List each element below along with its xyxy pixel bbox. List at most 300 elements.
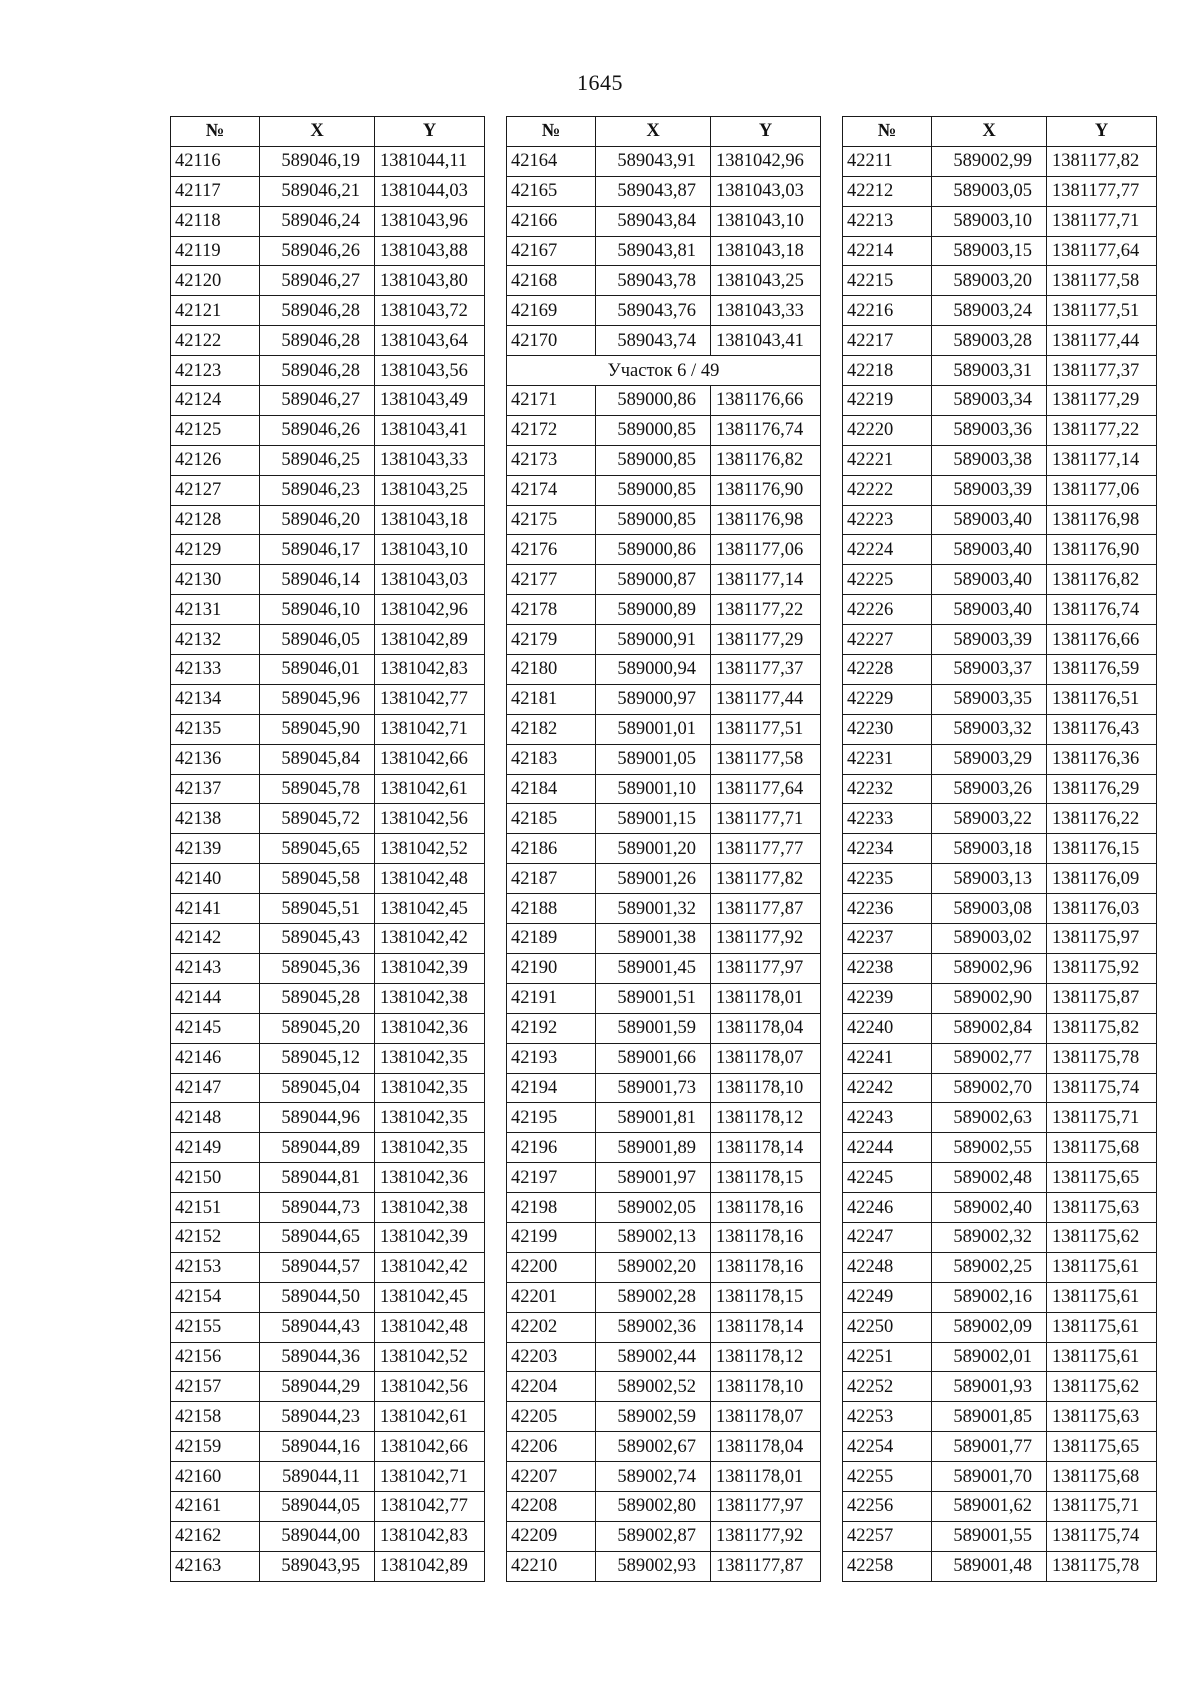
point-number-cell: 42218	[843, 356, 932, 386]
point-number-cell: 42166	[507, 206, 596, 236]
x-coordinate-cell: 589003,39	[932, 625, 1047, 655]
point-number-cell: 42168	[507, 266, 596, 296]
x-coordinate-cell: 589003,40	[932, 565, 1047, 595]
x-coordinate-cell: 589046,10	[260, 595, 375, 625]
point-number-cell: 42250	[843, 1312, 932, 1342]
point-number-cell: 42255	[843, 1462, 932, 1492]
x-coordinate-cell: 589043,76	[596, 296, 711, 326]
point-number-cell: 42172	[507, 415, 596, 445]
x-coordinate-cell: 589001,10	[596, 774, 711, 804]
table-row	[507, 744, 821, 774]
y-coordinate-cell: 1381042,48	[375, 1312, 485, 1342]
x-coordinate-cell: 589046,26	[260, 236, 375, 266]
x-coordinate-cell: 589001,97	[596, 1163, 711, 1193]
x-coordinate-cell: 589002,28	[596, 1282, 711, 1312]
y-coordinate-cell: 1381175,61	[1047, 1312, 1157, 1342]
x-coordinate-cell: 589044,96	[260, 1103, 375, 1133]
x-coordinate-cell: 589046,17	[260, 535, 375, 565]
table-row	[843, 296, 1157, 326]
x-coordinate-cell: 589002,13	[596, 1222, 711, 1252]
point-number-cell: 42199	[507, 1222, 596, 1252]
x-coordinate-cell: 589002,99	[932, 146, 1047, 176]
x-coordinate-cell: 589002,77	[932, 1043, 1047, 1073]
x-coordinate-cell: 589002,05	[596, 1193, 711, 1223]
table-row	[507, 655, 821, 685]
point-number-cell: 42129	[171, 535, 260, 565]
y-coordinate-cell: 1381042,96	[711, 146, 821, 176]
table-row	[507, 146, 821, 176]
table-row	[171, 953, 485, 983]
y-coordinate-cell: 1381175,61	[1047, 1252, 1157, 1282]
point-number-cell: 42212	[843, 176, 932, 206]
point-number-cell: 42150	[171, 1163, 260, 1193]
table-row	[843, 146, 1157, 176]
point-number-cell: 42223	[843, 505, 932, 535]
table-row	[843, 1133, 1157, 1163]
point-number-cell: 42215	[843, 266, 932, 296]
point-number-cell: 42180	[507, 655, 596, 685]
table-row	[843, 535, 1157, 565]
table-row	[843, 924, 1157, 954]
y-coordinate-cell: 1381042,35	[375, 1133, 485, 1163]
table-row	[171, 535, 485, 565]
x-coordinate-cell: 589000,86	[596, 386, 711, 416]
point-number-cell: 42211	[843, 146, 932, 176]
y-coordinate-cell: 1381177,06	[1047, 475, 1157, 505]
x-coordinate-cell: 589001,59	[596, 1013, 711, 1043]
x-coordinate-cell: 589001,38	[596, 924, 711, 954]
y-coordinate-cell: 1381178,01	[711, 1462, 821, 1492]
point-number-cell: 42162	[171, 1521, 260, 1551]
y-coordinate-cell: 1381175,65	[1047, 1163, 1157, 1193]
y-coordinate-cell: 1381177,82	[1047, 146, 1157, 176]
x-coordinate-cell: 589045,96	[260, 684, 375, 714]
x-coordinate-cell: 589046,01	[260, 655, 375, 685]
point-number-cell: 42163	[171, 1551, 260, 1581]
point-number-cell: 42246	[843, 1193, 932, 1223]
point-number-cell: 42240	[843, 1013, 932, 1043]
point-number-cell: 42117	[171, 176, 260, 206]
x-coordinate-cell: 589002,52	[596, 1372, 711, 1402]
table-row	[843, 1402, 1157, 1432]
y-coordinate-cell: 1381176,66	[711, 386, 821, 416]
x-coordinate-cell: 589002,09	[932, 1312, 1047, 1342]
x-coordinate-cell: 589003,08	[932, 894, 1047, 924]
point-number-cell: 42154	[171, 1282, 260, 1312]
point-number-cell: 42188	[507, 894, 596, 924]
y-coordinate-cell: 1381175,74	[1047, 1521, 1157, 1551]
x-coordinate-cell: 589001,20	[596, 834, 711, 864]
x-coordinate-cell: 589001,32	[596, 894, 711, 924]
table-row	[171, 1551, 485, 1581]
table-row	[507, 296, 821, 326]
point-number-cell: 42200	[507, 1252, 596, 1282]
point-number-cell: 42195	[507, 1103, 596, 1133]
y-coordinate-cell: 1381175,78	[1047, 1043, 1157, 1073]
x-coordinate-cell: 589002,32	[932, 1222, 1047, 1252]
x-coordinate-cell: 589001,73	[596, 1073, 711, 1103]
x-coordinate-cell: 589000,89	[596, 595, 711, 625]
y-coordinate-cell: 1381175,68	[1047, 1133, 1157, 1163]
x-coordinate-cell: 589003,32	[932, 714, 1047, 744]
point-number-cell: 42123	[171, 356, 260, 386]
y-coordinate-cell: 1381043,96	[375, 206, 485, 236]
table-row	[507, 1043, 821, 1073]
table-row	[843, 1043, 1157, 1073]
point-number-cell: 42189	[507, 924, 596, 954]
x-coordinate-cell: 589001,26	[596, 864, 711, 894]
point-number-cell: 42118	[171, 206, 260, 236]
point-number-cell: 42176	[507, 535, 596, 565]
point-number-cell: 42128	[171, 505, 260, 535]
table-row	[171, 415, 485, 445]
x-coordinate-cell: 589045,51	[260, 894, 375, 924]
x-coordinate-cell: 589045,65	[260, 834, 375, 864]
y-coordinate-cell: 1381177,29	[1047, 386, 1157, 416]
x-coordinate-cell: 589001,55	[932, 1521, 1047, 1551]
point-number-cell: 42173	[507, 445, 596, 475]
y-coordinate-cell: 1381175,68	[1047, 1462, 1157, 1492]
y-coordinate-cell: 1381043,10	[375, 535, 485, 565]
table-row	[507, 176, 821, 206]
x-coordinate-cell: 589044,65	[260, 1222, 375, 1252]
table-row	[171, 1163, 485, 1193]
point-number-cell: 42140	[171, 864, 260, 894]
y-coordinate-cell: 1381042,35	[375, 1103, 485, 1133]
point-number-cell: 42202	[507, 1312, 596, 1342]
table-row	[507, 1133, 821, 1163]
x-coordinate-cell: 589000,85	[596, 445, 711, 475]
x-coordinate-cell: 589045,78	[260, 774, 375, 804]
y-coordinate-cell: 1381178,16	[711, 1252, 821, 1282]
y-coordinate-cell: 1381043,56	[375, 356, 485, 386]
table-row	[507, 206, 821, 236]
header-row	[171, 117, 485, 147]
point-number-cell: 42184	[507, 774, 596, 804]
table-row	[171, 176, 485, 206]
table-row	[843, 1312, 1157, 1342]
table-row	[843, 266, 1157, 296]
table-row	[507, 326, 821, 356]
x-coordinate-cell: 589046,28	[260, 326, 375, 356]
table-row	[843, 176, 1157, 206]
point-number-cell: 42201	[507, 1282, 596, 1312]
table-row	[507, 894, 821, 924]
y-coordinate-cell: 1381178,12	[711, 1342, 821, 1372]
y-coordinate-cell: 1381177,22	[711, 595, 821, 625]
table-row	[843, 625, 1157, 655]
point-number-cell: 42227	[843, 625, 932, 655]
y-coordinate-cell: 1381043,88	[375, 236, 485, 266]
table-row	[507, 535, 821, 565]
point-number-cell: 42192	[507, 1013, 596, 1043]
coordinate-tables	[170, 116, 1157, 1582]
y-coordinate-cell: 1381176,90	[711, 475, 821, 505]
x-coordinate-cell: 589003,18	[932, 834, 1047, 864]
table-row	[507, 445, 821, 475]
table-row	[171, 1073, 485, 1103]
table-row	[843, 1432, 1157, 1462]
y-coordinate-cell: 1381175,97	[1047, 924, 1157, 954]
x-coordinate-cell: 589003,28	[932, 326, 1047, 356]
x-coordinate-cell: 589044,73	[260, 1193, 375, 1223]
x-coordinate-cell: 589001,85	[932, 1402, 1047, 1432]
y-coordinate-cell: 1381043,03	[375, 565, 485, 595]
point-number-cell: 42241	[843, 1043, 932, 1073]
table-row	[843, 684, 1157, 714]
y-coordinate-cell: 1381042,96	[375, 595, 485, 625]
x-coordinate-cell: 589046,25	[260, 445, 375, 475]
table-row	[843, 864, 1157, 894]
x-coordinate-cell: 589002,67	[596, 1432, 711, 1462]
point-number-cell: 42186	[507, 834, 596, 864]
table-row	[171, 655, 485, 685]
header-number: №	[843, 117, 932, 147]
y-coordinate-cell: 1381177,92	[711, 1521, 821, 1551]
x-coordinate-cell: 589044,29	[260, 1372, 375, 1402]
y-coordinate-cell: 1381177,14	[1047, 445, 1157, 475]
point-number-cell: 42179	[507, 625, 596, 655]
y-coordinate-cell: 1381177,97	[711, 1491, 821, 1521]
table-row	[171, 1222, 485, 1252]
point-number-cell: 42182	[507, 714, 596, 744]
table-row	[171, 1282, 485, 1312]
point-number-cell: 42164	[507, 146, 596, 176]
point-number-cell: 42213	[843, 206, 932, 236]
x-coordinate-cell: 589045,28	[260, 983, 375, 1013]
point-number-cell: 42156	[171, 1342, 260, 1372]
point-number-cell: 42209	[507, 1521, 596, 1551]
header-x: X	[596, 117, 711, 147]
table-row	[507, 804, 821, 834]
table-row	[843, 595, 1157, 625]
point-number-cell: 42167	[507, 236, 596, 266]
y-coordinate-cell: 1381178,12	[711, 1103, 821, 1133]
y-coordinate-cell: 1381043,18	[711, 236, 821, 266]
header-number: №	[507, 117, 596, 147]
x-coordinate-cell: 589002,20	[596, 1252, 711, 1282]
x-coordinate-cell: 589045,90	[260, 714, 375, 744]
point-number-cell: 42193	[507, 1043, 596, 1073]
point-number-cell: 42249	[843, 1282, 932, 1312]
x-coordinate-cell: 589002,63	[932, 1103, 1047, 1133]
table-row	[843, 445, 1157, 475]
table-row	[171, 326, 485, 356]
x-coordinate-cell: 589000,86	[596, 535, 711, 565]
y-coordinate-cell: 1381176,98	[711, 505, 821, 535]
x-coordinate-cell: 589046,26	[260, 415, 375, 445]
table-row	[171, 356, 485, 386]
table-row	[843, 1163, 1157, 1193]
point-number-cell: 42151	[171, 1193, 260, 1223]
coordinate-table-2	[506, 116, 821, 1582]
y-coordinate-cell: 1381176,98	[1047, 505, 1157, 535]
table-row	[843, 1372, 1157, 1402]
y-coordinate-cell: 1381178,14	[711, 1312, 821, 1342]
table-row	[507, 595, 821, 625]
y-coordinate-cell: 1381042,52	[375, 1342, 485, 1372]
y-coordinate-cell: 1381042,56	[375, 804, 485, 834]
point-number-cell: 42165	[507, 176, 596, 206]
table-row	[507, 1103, 821, 1133]
y-coordinate-cell: 1381178,04	[711, 1432, 821, 1462]
y-coordinate-cell: 1381042,38	[375, 1193, 485, 1223]
x-coordinate-cell: 589002,44	[596, 1342, 711, 1372]
point-number-cell: 42235	[843, 864, 932, 894]
x-coordinate-cell: 589003,38	[932, 445, 1047, 475]
y-coordinate-cell: 1381042,39	[375, 953, 485, 983]
y-coordinate-cell: 1381178,15	[711, 1163, 821, 1193]
x-coordinate-cell: 589003,05	[932, 176, 1047, 206]
point-number-cell: 42159	[171, 1432, 260, 1462]
x-coordinate-cell: 589044,57	[260, 1252, 375, 1282]
header-y: Y	[1047, 117, 1157, 147]
coordinate-table-1	[170, 116, 485, 1582]
table-row	[507, 625, 821, 655]
table-row	[171, 1432, 485, 1462]
point-number-cell: 42251	[843, 1342, 932, 1372]
y-coordinate-cell: 1381043,25	[711, 266, 821, 296]
table-row	[843, 565, 1157, 595]
table-row	[843, 1342, 1157, 1372]
x-coordinate-cell: 589002,93	[596, 1551, 711, 1581]
x-coordinate-cell: 589001,01	[596, 714, 711, 744]
y-coordinate-cell: 1381177,71	[711, 804, 821, 834]
point-number-cell: 42254	[843, 1432, 932, 1462]
table-row	[171, 146, 485, 176]
table-row	[507, 386, 821, 416]
point-number-cell: 42153	[171, 1252, 260, 1282]
y-coordinate-cell: 1381176,43	[1047, 714, 1157, 744]
x-coordinate-cell: 589043,95	[260, 1551, 375, 1581]
x-coordinate-cell: 589000,97	[596, 684, 711, 714]
point-number-cell: 42247	[843, 1222, 932, 1252]
point-number-cell: 42120	[171, 266, 260, 296]
table-row	[507, 505, 821, 535]
table-row	[843, 655, 1157, 685]
y-coordinate-cell: 1381042,66	[375, 1432, 485, 1462]
point-number-cell: 42178	[507, 595, 596, 625]
table-row	[171, 1312, 485, 1342]
x-coordinate-cell: 589002,01	[932, 1342, 1047, 1372]
table-row	[507, 1193, 821, 1223]
table-row	[171, 266, 485, 296]
table-row	[171, 236, 485, 266]
table-row	[507, 266, 821, 296]
section-row	[507, 356, 821, 386]
table-row	[843, 206, 1157, 236]
y-coordinate-cell: 1381176,59	[1047, 655, 1157, 685]
point-number-cell: 42158	[171, 1402, 260, 1432]
point-number-cell: 42233	[843, 804, 932, 834]
table-row	[171, 714, 485, 744]
y-coordinate-cell: 1381178,14	[711, 1133, 821, 1163]
x-coordinate-cell: 589001,81	[596, 1103, 711, 1133]
y-coordinate-cell: 1381176,36	[1047, 744, 1157, 774]
table-row	[843, 505, 1157, 535]
y-coordinate-cell: 1381176,29	[1047, 774, 1157, 804]
y-coordinate-cell: 1381177,97	[711, 953, 821, 983]
x-coordinate-cell: 589002,55	[932, 1133, 1047, 1163]
table-row	[171, 386, 485, 416]
x-coordinate-cell: 589001,66	[596, 1043, 711, 1073]
x-coordinate-cell: 589003,31	[932, 356, 1047, 386]
x-coordinate-cell: 589043,74	[596, 326, 711, 356]
point-number-cell: 42148	[171, 1103, 260, 1133]
point-number-cell: 42132	[171, 625, 260, 655]
table-row	[507, 1222, 821, 1252]
table-body	[843, 146, 1157, 1581]
y-coordinate-cell: 1381178,10	[711, 1073, 821, 1103]
table-row	[843, 1462, 1157, 1492]
y-coordinate-cell: 1381042,52	[375, 834, 485, 864]
y-coordinate-cell: 1381175,71	[1047, 1103, 1157, 1133]
y-coordinate-cell: 1381178,16	[711, 1222, 821, 1252]
point-number-cell: 42142	[171, 924, 260, 954]
point-number-cell: 42252	[843, 1372, 932, 1402]
point-number-cell: 42224	[843, 535, 932, 565]
point-number-cell: 42141	[171, 894, 260, 924]
x-coordinate-cell: 589003,36	[932, 415, 1047, 445]
table-row	[171, 1521, 485, 1551]
table-row	[171, 1103, 485, 1133]
x-coordinate-cell: 589046,20	[260, 505, 375, 535]
y-coordinate-cell: 1381177,82	[711, 864, 821, 894]
point-number-cell: 42147	[171, 1073, 260, 1103]
x-coordinate-cell: 589046,27	[260, 386, 375, 416]
table-row	[507, 1312, 821, 1342]
table-row	[507, 864, 821, 894]
point-number-cell: 42155	[171, 1312, 260, 1342]
y-coordinate-cell: 1381043,72	[375, 296, 485, 326]
y-coordinate-cell: 1381175,62	[1047, 1372, 1157, 1402]
y-coordinate-cell: 1381043,80	[375, 266, 485, 296]
x-coordinate-cell: 589044,11	[260, 1462, 375, 1492]
point-number-cell: 42190	[507, 953, 596, 983]
y-coordinate-cell: 1381175,63	[1047, 1402, 1157, 1432]
y-coordinate-cell: 1381042,83	[375, 1521, 485, 1551]
table-row	[843, 1222, 1157, 1252]
y-coordinate-cell: 1381042,39	[375, 1222, 485, 1252]
y-coordinate-cell: 1381175,82	[1047, 1013, 1157, 1043]
x-coordinate-cell: 589044,00	[260, 1521, 375, 1551]
x-coordinate-cell: 589046,28	[260, 356, 375, 386]
y-coordinate-cell: 1381175,63	[1047, 1193, 1157, 1223]
x-coordinate-cell: 589045,72	[260, 804, 375, 834]
table-row	[507, 924, 821, 954]
table-row	[507, 236, 821, 266]
table-row	[171, 1491, 485, 1521]
table-row	[843, 236, 1157, 266]
x-coordinate-cell: 589003,20	[932, 266, 1047, 296]
x-coordinate-cell: 589001,51	[596, 983, 711, 1013]
x-coordinate-cell: 589045,12	[260, 1043, 375, 1073]
point-number-cell: 42134	[171, 684, 260, 714]
y-coordinate-cell: 1381044,03	[375, 176, 485, 206]
x-coordinate-cell: 589046,24	[260, 206, 375, 236]
point-number-cell: 42221	[843, 445, 932, 475]
y-coordinate-cell: 1381177,06	[711, 535, 821, 565]
x-coordinate-cell: 589002,87	[596, 1521, 711, 1551]
point-number-cell: 42256	[843, 1491, 932, 1521]
y-coordinate-cell: 1381177,22	[1047, 415, 1157, 445]
x-coordinate-cell: 589044,43	[260, 1312, 375, 1342]
point-number-cell: 42171	[507, 386, 596, 416]
y-coordinate-cell: 1381176,22	[1047, 804, 1157, 834]
y-coordinate-cell: 1381042,36	[375, 1013, 485, 1043]
y-coordinate-cell: 1381176,51	[1047, 684, 1157, 714]
x-coordinate-cell: 589002,48	[932, 1163, 1047, 1193]
